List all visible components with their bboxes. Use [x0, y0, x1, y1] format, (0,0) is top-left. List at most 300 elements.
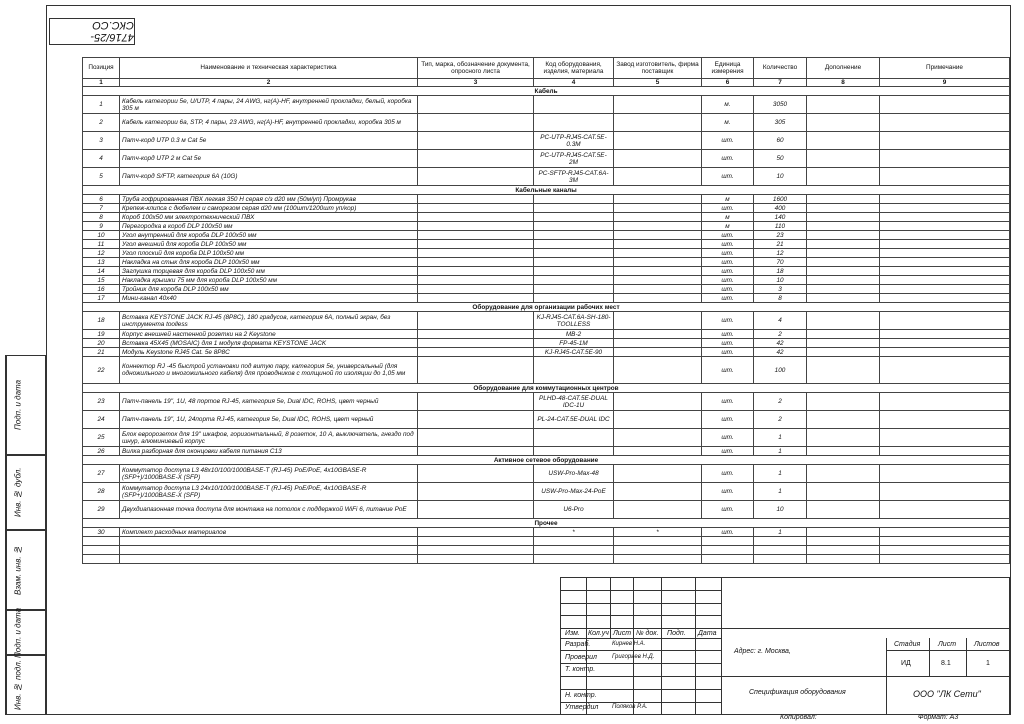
cell-name: Корпус внешней настенной розетки на 2 Keystone	[120, 330, 418, 339]
cell-position: 21	[83, 348, 120, 357]
table-row	[83, 501, 1010, 519]
tb-role-nkontr: Н. контр.	[565, 692, 597, 699]
cell-name: Патч-корд UTP 2 м Cat 5e	[120, 150, 418, 168]
table-row	[83, 150, 1010, 168]
cell-type	[418, 465, 534, 483]
cell-code: USW-Pro-Max-48	[534, 465, 614, 483]
cell-note	[880, 429, 1010, 447]
cell-quantity: 2	[754, 411, 807, 429]
empty-cell	[534, 537, 614, 546]
col-header: Единица измерения	[702, 58, 754, 79]
cell-position: 18	[83, 312, 120, 330]
cell-position: 30	[83, 528, 120, 537]
cell-quantity: 12	[754, 249, 807, 258]
empty-cell	[754, 555, 807, 564]
col-header: Примечание	[880, 58, 1010, 79]
cell-quantity: 10	[754, 501, 807, 519]
tb-col-izm: Изм.	[565, 630, 580, 637]
cell-note	[880, 357, 1010, 384]
section-title: Оборудование для коммутационных центров	[83, 384, 1010, 393]
cell-code: USW-Pro-Max-24-PoE	[534, 483, 614, 501]
tb-col-podp: Подп.	[667, 630, 686, 637]
cell-addition	[807, 276, 880, 285]
col-header: Тип, марка, обозначение документа, опросного листа	[418, 58, 534, 79]
cell-unit: шт.	[702, 348, 754, 357]
cell-unit: шт.	[702, 411, 754, 429]
cell-position: 1	[83, 96, 120, 114]
col-number: 5	[614, 79, 702, 87]
cell-unit: шт.	[702, 231, 754, 240]
table-row	[83, 411, 1010, 429]
cell-quantity: 50	[754, 150, 807, 168]
cell-type	[418, 285, 534, 294]
empty-cell	[534, 555, 614, 564]
cell-note	[880, 231, 1010, 240]
cell-addition	[807, 285, 880, 294]
cell-code	[534, 357, 614, 384]
table-row	[83, 528, 1010, 537]
cell-quantity: 4	[754, 312, 807, 330]
cell-position: 2	[83, 114, 120, 132]
cell-type	[418, 276, 534, 285]
cell-code	[534, 285, 614, 294]
cell-name: Перегородка в короб DLP 100х50 мм	[120, 222, 418, 231]
cell-unit: шт.	[702, 429, 754, 447]
cell-maker	[614, 231, 702, 240]
cell-name: Коммутатор доступа L3 48х10/100/1000BASE-T (RJ-45) PoE/PoE, 4x10GBASE-R (SFP+)/1000BASE-X (SFP)	[120, 465, 418, 483]
specification-body	[83, 87, 1010, 564]
cell-note	[880, 294, 1010, 303]
cell-addition	[807, 267, 880, 276]
cell-code	[534, 429, 614, 447]
empty-cell	[807, 555, 880, 564]
section-title: Оборудование для организации рабочих мест	[83, 303, 1010, 312]
cell-maker	[614, 330, 702, 339]
cell-position: 24	[83, 411, 120, 429]
cell-code	[534, 96, 614, 114]
cell-code	[534, 267, 614, 276]
cell-unit: шт.	[702, 204, 754, 213]
cell-note	[880, 501, 1010, 519]
cell-maker	[614, 222, 702, 231]
cell-position: 17	[83, 294, 120, 303]
cell-unit: шт.	[702, 312, 754, 330]
cell-position: 27	[83, 465, 120, 483]
cell-note	[880, 195, 1010, 204]
cell-note	[880, 447, 1010, 456]
section-title: Активное сетевое оборудование	[83, 456, 1010, 465]
cell-maker	[614, 195, 702, 204]
cell-maker	[614, 213, 702, 222]
cell-name: Угол плоский для короба DLP 100х50 мм	[120, 249, 418, 258]
section-title: Прочее	[83, 519, 1010, 528]
col-number: 7	[754, 79, 807, 87]
cell-addition	[807, 240, 880, 249]
cell-quantity: 2	[754, 393, 807, 411]
cell-name: Тройник для короба DLP 100х50 мм	[120, 285, 418, 294]
section-title: Кабель	[83, 87, 1010, 96]
cell-code: MB-2	[534, 330, 614, 339]
table-row	[83, 393, 1010, 411]
cell-type	[418, 222, 534, 231]
cell-addition	[807, 501, 880, 519]
cell-name: Накладка на стык для короба DLP 100х50 мм	[120, 258, 418, 267]
cell-type	[418, 204, 534, 213]
cell-quantity: 1	[754, 528, 807, 537]
cell-unit: шт.	[702, 240, 754, 249]
cell-position: 11	[83, 240, 120, 249]
cell-addition	[807, 429, 880, 447]
cell-type	[418, 348, 534, 357]
cell-name: Угол внутренний для короба DLP 100х50 мм	[120, 231, 418, 240]
cell-code: U6-Pro	[534, 501, 614, 519]
tb-sheets: 1	[986, 660, 990, 667]
cell-quantity: 42	[754, 348, 807, 357]
cell-maker: *	[614, 528, 702, 537]
cell-unit: шт.	[702, 483, 754, 501]
empty-cell	[614, 546, 702, 555]
empty-cell	[807, 546, 880, 555]
cell-unit: шт.	[702, 339, 754, 348]
cell-code: KJ-RJ45-CAT.6A-SH-180- TOOLLESS	[534, 312, 614, 330]
side-label: Инв. № дубл.	[6, 456, 29, 529]
cell-code	[534, 294, 614, 303]
cell-name: Коннектор RJ -45 быстрой установки под витую пару, категория 5е, универсальный (для одножильного и многожильного кабеля) для проводников с толщиной по изоляции до 1,05 мм	[120, 357, 418, 384]
cell-code	[534, 213, 614, 222]
table-row	[83, 285, 1010, 294]
copied-label: Копировал:	[780, 714, 817, 721]
cell-code	[534, 240, 614, 249]
doc-code: 4716/25-СКС.СО	[90, 19, 134, 44]
cell-quantity: 110	[754, 222, 807, 231]
cell-code: FP-45-1M	[534, 339, 614, 348]
tb-name-utverdil: Поляков Р.А.	[612, 704, 648, 710]
cell-name: Коммутатор доступа L3 24х10/100/1000BASE-T (RJ-45) PoE/PoE, 4x10GBASE-R (SFP+)/1000BASE-X (SFP)	[120, 483, 418, 501]
table-row	[83, 258, 1010, 267]
cell-quantity: 1	[754, 447, 807, 456]
cell-position: 12	[83, 249, 120, 258]
table-row	[83, 114, 1010, 132]
cell-quantity: 10	[754, 168, 807, 186]
table-row	[83, 231, 1010, 240]
cell-name: Модуль Keystone RJ45 Cat. 5e 8P8C	[120, 348, 418, 357]
cell-addition	[807, 312, 880, 330]
cell-maker	[614, 348, 702, 357]
tb-col-data: Дата	[698, 630, 717, 637]
table-row	[83, 447, 1010, 456]
table-row	[83, 483, 1010, 501]
table-row	[83, 267, 1010, 276]
empty-cell	[418, 546, 534, 555]
tb-company: ООО "ЛК Сети"	[913, 689, 981, 699]
empty-cell	[83, 546, 120, 555]
cell-position: 3	[83, 132, 120, 150]
cell-maker	[614, 150, 702, 168]
cell-code: *	[534, 528, 614, 537]
cell-addition	[807, 528, 880, 537]
table-row	[83, 132, 1010, 150]
tb-col-ndoc: № док.	[636, 630, 659, 637]
doc-code-stamp	[49, 18, 135, 45]
cell-maker	[614, 249, 702, 258]
empty-cell	[83, 555, 120, 564]
cell-note	[880, 222, 1010, 231]
cell-name: Патч-корд S/FTP, категория 6А (10G)	[120, 168, 418, 186]
col-number: 8	[807, 79, 880, 87]
cell-quantity: 100	[754, 357, 807, 384]
section-row	[83, 87, 1010, 96]
tb-address: Адрес: г. Москва,	[734, 648, 791, 655]
tb-name-razrab: Кирнев Н.А.	[612, 641, 646, 647]
title-block	[560, 577, 1010, 715]
cell-position: 4	[83, 150, 120, 168]
cell-code	[534, 114, 614, 132]
cell-note	[880, 330, 1010, 339]
cell-unit: шт.	[702, 528, 754, 537]
cell-addition	[807, 411, 880, 429]
cell-unit: шт.	[702, 294, 754, 303]
empty-cell	[614, 537, 702, 546]
cell-addition	[807, 96, 880, 114]
table-row	[83, 294, 1010, 303]
section-row	[83, 456, 1010, 465]
cell-name: Патч-панель 19", 1U, 24порта RJ-45, категория 5е, Dual IDC, ROHS, цвет черный	[120, 411, 418, 429]
empty-cell	[120, 546, 418, 555]
cell-type	[418, 231, 534, 240]
table-row	[83, 96, 1010, 114]
header-row	[83, 58, 1010, 79]
cell-unit: шт.	[702, 132, 754, 150]
col-number: 9	[880, 79, 1010, 87]
cell-note	[880, 150, 1010, 168]
cell-position: 29	[83, 501, 120, 519]
cell-note	[880, 96, 1010, 114]
cell-position: 22	[83, 357, 120, 384]
cell-quantity: 1	[754, 483, 807, 501]
cell-note	[880, 411, 1010, 429]
cell-note	[880, 348, 1010, 357]
cell-position: 14	[83, 267, 120, 276]
cell-position: 20	[83, 339, 120, 348]
cell-position: 19	[83, 330, 120, 339]
col-number: 3	[418, 79, 534, 87]
cell-addition	[807, 222, 880, 231]
cell-maker	[614, 285, 702, 294]
cell-position: 25	[83, 429, 120, 447]
cell-note	[880, 393, 1010, 411]
cell-quantity: 18	[754, 267, 807, 276]
cell-type	[418, 357, 534, 384]
tb-col-list: Лист	[613, 630, 632, 637]
cell-note	[880, 465, 1010, 483]
col-header: Завод изготовитель, фирма поставщик	[614, 58, 702, 79]
cell-position: 7	[83, 204, 120, 213]
cell-quantity: 3	[754, 285, 807, 294]
cell-addition	[807, 483, 880, 501]
table-row	[83, 330, 1010, 339]
side-field-4	[5, 607, 46, 658]
section-row	[83, 519, 1010, 528]
tb-col-koluch: Кол.уч	[588, 630, 609, 637]
cell-unit: шт.	[702, 258, 754, 267]
cell-quantity: 1	[754, 465, 807, 483]
cell-addition	[807, 132, 880, 150]
cell-name: Кабель категории 5е, U/UTP, 4 пары, 24 AWG, нг(А)-HF, внутренней прокладки, белый, коробка 305 м	[120, 96, 418, 114]
section-row	[83, 303, 1010, 312]
cell-position: 9	[83, 222, 120, 231]
cell-note	[880, 528, 1010, 537]
cell-position: 13	[83, 258, 120, 267]
cell-maker	[614, 465, 702, 483]
empty-cell	[880, 546, 1010, 555]
cell-maker	[614, 240, 702, 249]
cell-type	[418, 150, 534, 168]
col-number: 2	[120, 79, 418, 87]
cell-type	[418, 168, 534, 186]
cell-maker	[614, 411, 702, 429]
empty-cell	[702, 555, 754, 564]
cell-position: 8	[83, 213, 120, 222]
cell-maker	[614, 429, 702, 447]
empty-cell	[120, 537, 418, 546]
cell-maker	[614, 168, 702, 186]
table-row	[83, 204, 1010, 213]
table-row	[83, 339, 1010, 348]
cell-unit: шт.	[702, 393, 754, 411]
cell-quantity: 42	[754, 339, 807, 348]
cell-unit: шт.	[702, 330, 754, 339]
cell-note	[880, 285, 1010, 294]
table-row	[83, 213, 1010, 222]
cell-addition	[807, 231, 880, 240]
cell-addition	[807, 114, 880, 132]
tb-role-proveril: Проверил	[565, 654, 597, 661]
cell-type	[418, 294, 534, 303]
cell-code	[534, 447, 614, 456]
cell-name: Блок евророзеток для 19" шкафов, горизонтальный, 8 розеток, 10 А, выключатель, гнездо под шнур, алюминиевый корпус	[120, 429, 418, 447]
empty-row	[83, 546, 1010, 555]
cell-note	[880, 213, 1010, 222]
tb-role-utverdil: Утвердил	[565, 704, 599, 711]
cell-maker	[614, 483, 702, 501]
table-row	[83, 240, 1010, 249]
cell-addition	[807, 357, 880, 384]
tb-sheet-label: Лист	[938, 641, 957, 648]
cell-type	[418, 393, 534, 411]
col-header: Дополнение	[807, 58, 880, 79]
format-label: Формат: А3	[918, 714, 959, 721]
cell-note	[880, 276, 1010, 285]
cell-quantity: 3050	[754, 96, 807, 114]
cell-unit: шт.	[702, 447, 754, 456]
cell-type	[418, 114, 534, 132]
cell-maker	[614, 393, 702, 411]
col-number: 4	[534, 79, 614, 87]
cell-maker	[614, 276, 702, 285]
cell-addition	[807, 393, 880, 411]
cell-name: Заглушка торцевая для короба DLP 100х50 мм	[120, 267, 418, 276]
tb-sheets-label: Листов	[974, 641, 1000, 648]
cell-name: Кабель категории 6а, STP, 4 пары, 23 AWG, нг(А)-HF, внутренней прокладки, коробка 305 м	[120, 114, 418, 132]
cell-quantity: 10	[754, 276, 807, 285]
cell-type	[418, 312, 534, 330]
cell-addition	[807, 447, 880, 456]
cell-note	[880, 312, 1010, 330]
cell-name: Вставка KEYSTONE JACK RJ-45 (8P8C), 180 градусов, категория 6А, полный экран, без инструмента toolless	[120, 312, 418, 330]
cell-type	[418, 195, 534, 204]
empty-cell	[754, 537, 807, 546]
cell-code	[534, 258, 614, 267]
tb-doc-title: Спецификация оборудования	[749, 689, 846, 696]
cell-name: Патч-корд UTP 0.3 м Cat 5e	[120, 132, 418, 150]
cell-addition	[807, 294, 880, 303]
cell-name: Короб 100х50 мм электротехнический ПВХ	[120, 213, 418, 222]
cell-addition	[807, 330, 880, 339]
empty-cell	[418, 555, 534, 564]
cell-code	[534, 231, 614, 240]
table-row	[83, 222, 1010, 231]
cell-type	[418, 447, 534, 456]
tb-name-proveril: Григорьев Н.Д.	[612, 654, 655, 660]
cell-type	[418, 267, 534, 276]
cell-position: 6	[83, 195, 120, 204]
cell-note	[880, 249, 1010, 258]
cell-maker	[614, 132, 702, 150]
table-row	[83, 249, 1010, 258]
empty-cell	[534, 546, 614, 555]
cell-unit: м.	[702, 96, 754, 114]
cell-quantity: 400	[754, 204, 807, 213]
cell-note	[880, 132, 1010, 150]
cell-position: 28	[83, 483, 120, 501]
section-title: Кабельные каналы	[83, 186, 1010, 195]
column-number-row	[83, 79, 1010, 87]
cell-name: Патч-панель 19", 1U, 48 портов RJ-45, категория 5е, Dual IDC, ROHS, цвет черный	[120, 393, 418, 411]
cell-unit: шт.	[702, 267, 754, 276]
cell-maker	[614, 258, 702, 267]
cell-name: Двухдиапазонная точка доступа для монтажа на потолок с поддержкой WiFi 6, питание PoE	[120, 501, 418, 519]
cell-unit: шт.	[702, 501, 754, 519]
empty-cell	[418, 537, 534, 546]
col-number: 1	[83, 79, 120, 87]
col-number: 6	[702, 79, 754, 87]
cell-note	[880, 267, 1010, 276]
cell-code: PL-24-CAT.5E-DUAL IDC	[534, 411, 614, 429]
cell-name: Мини-канал 40х40	[120, 294, 418, 303]
cell-addition	[807, 339, 880, 348]
empty-cell	[754, 546, 807, 555]
cell-note	[880, 168, 1010, 186]
side-label: Взам. инв. №	[6, 531, 29, 609]
table-row	[83, 348, 1010, 357]
cell-addition	[807, 348, 880, 357]
cell-note	[880, 240, 1010, 249]
cell-type	[418, 330, 534, 339]
cell-unit: шт.	[702, 465, 754, 483]
empty-cell	[880, 555, 1010, 564]
cell-note	[880, 483, 1010, 501]
cell-type	[418, 258, 534, 267]
cell-code	[534, 222, 614, 231]
cell-code: PC-UTP-RJ45-CAT.5E-0.3M	[534, 132, 614, 150]
cell-type	[418, 213, 534, 222]
cell-quantity: 2	[754, 330, 807, 339]
cell-maker	[614, 294, 702, 303]
cell-maker	[614, 339, 702, 348]
table-row	[83, 168, 1010, 186]
cell-maker	[614, 114, 702, 132]
col-header: Количество	[754, 58, 807, 79]
